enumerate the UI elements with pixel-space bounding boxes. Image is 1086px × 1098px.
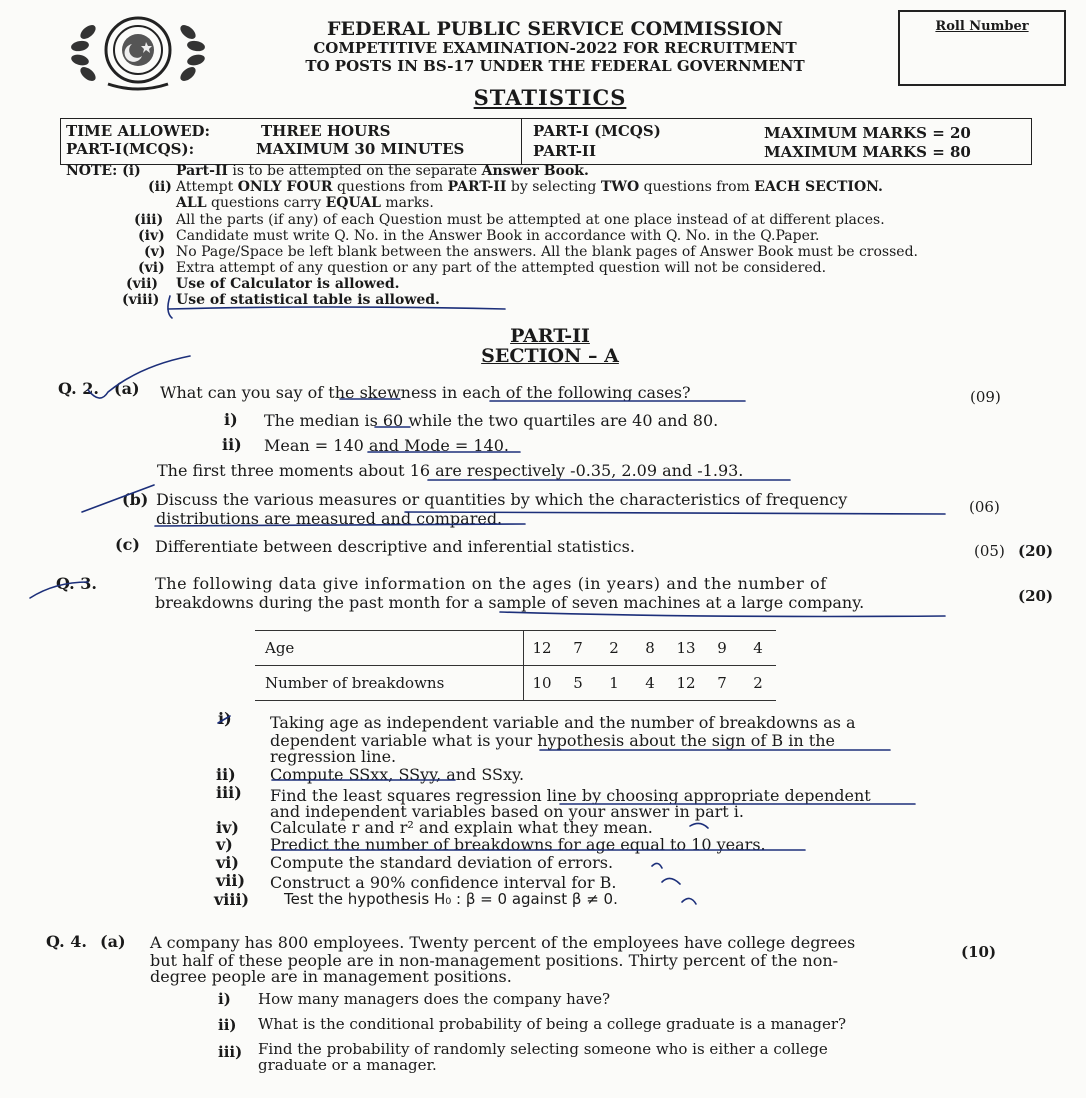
note-7-num: (vii) <box>126 276 159 292</box>
q3-i-3: regression line. <box>270 747 397 766</box>
table-cell: 5 <box>560 666 596 701</box>
q4a-marks: (10) <box>961 943 997 961</box>
q2a-ii-num: ii) <box>222 435 242 454</box>
note-2-cont: ALL questions carry EQUAL marks. <box>176 195 434 211</box>
exam-title: COMPETITIVE EXAMINATION-2022 FOR RECRUITMENT <box>313 39 797 57</box>
q3-vii: Construct a 90% confidence interval for B. <box>270 873 617 892</box>
q3-v-num: v) <box>216 835 233 854</box>
time-label: TIME ALLOWED: <box>66 122 211 140</box>
q3-ii: Compute SSxx, SSyy, and SSxy. <box>270 765 525 784</box>
age-breakdowns-table <box>255 630 776 701</box>
q2a-ii: Mean = 140 and Mode = 140. <box>264 436 509 455</box>
note-3: All the parts (if any) of each Question must be attempted at one place instead of at different places. <box>176 212 885 228</box>
table-cell: 2 <box>740 666 776 701</box>
q4a-text-3: degree people are in management positions. <box>150 967 512 986</box>
q3-iii-1: Find the least squares regression line by choosing appropriate dependent <box>270 786 871 805</box>
q3-vii-num: vii) <box>216 871 246 890</box>
q3-v: Predict the number of breakdowns for age equal to 10 years. <box>270 835 766 854</box>
subject-title: STATISTICS <box>473 85 627 110</box>
table-cell: 9 <box>704 631 740 666</box>
table-row-breakdowns <box>255 666 776 701</box>
q4a-label: (a) <box>100 932 126 951</box>
note-7: Use of Calculator is allowed. <box>176 276 400 292</box>
note-8: Use of statistical table is allowed. <box>176 292 440 308</box>
q4a-text-1: A company has 800 employees. Twenty percent of the employees have college degrees <box>150 933 856 952</box>
q2a-i: The median is 60 while the two quartiles are 40 and 80. <box>264 411 719 430</box>
q3-viii-num: viii) <box>214 890 250 909</box>
q3-text-2: breakdowns during the past month for a sample of seven machines at a large company. <box>155 593 865 612</box>
table-cell: 12 <box>668 666 704 701</box>
note-4-num: (iv) <box>138 228 165 244</box>
q4-i: How many managers does the company have? <box>258 990 611 1008</box>
q3-iv-num: iv) <box>216 818 239 837</box>
note-1: Part-II is to be attempted on the separate Answer Book. <box>176 163 589 179</box>
note-2-num: (ii) <box>148 179 172 195</box>
q2c-text: Differentiate between descriptive and inferential statistics. <box>155 537 635 556</box>
mcq-part-label: PART-I (MCQS) <box>533 122 661 140</box>
time-value: THREE HOURS <box>261 122 391 140</box>
note-8-num: (viii) <box>122 292 160 308</box>
table-cell: 13 <box>668 631 704 666</box>
q2a-label: (a) <box>114 379 140 398</box>
part-heading: PART-II <box>510 325 590 347</box>
q3-vi: Compute the standard deviation of errors. <box>270 853 614 872</box>
marks-part1: MAXIMUM MARKS = 20 <box>764 124 971 142</box>
q2a-text: What can you say of the skewness in each of the following cases? <box>160 383 691 402</box>
table-row-label: Number of breakdowns <box>255 666 524 701</box>
q4a-text-2: but half of these people are in non-management positions. Thirty percent of the non- <box>150 951 839 970</box>
q2c-marks: (05) <box>974 542 1005 560</box>
q2a-i-num: i) <box>224 410 238 429</box>
exam-subtitle: TO POSTS IN BS-17 UNDER THE FEDERAL GOVERNMENT <box>305 57 805 75</box>
roll-number-box[interactable] <box>898 10 1066 86</box>
q3-viii: Test the hypothesis H₀ : β = 0 against β ≠ 0. <box>284 890 618 908</box>
q4-iii-1: Find the probability of randomly selecting someone who is either a college <box>258 1040 828 1058</box>
q4-ii: What is the conditional probability of being a college graduate is a manager? <box>258 1015 847 1033</box>
note-6: Extra attempt of any question or any part of the attempted question will not be considered. <box>176 260 827 276</box>
q4-number: Q. 4. <box>46 932 87 951</box>
note-5-num: (v) <box>144 244 166 260</box>
q4-ii-num: ii) <box>218 1016 237 1034</box>
fpsc-emblem-logo <box>68 10 208 92</box>
table-cell: 4 <box>740 631 776 666</box>
note-label: NOTE: (i) <box>66 163 141 179</box>
q3-iv: Calculate r and r² and explain what they mean. <box>270 818 653 837</box>
part1-label: PART-I(MCQS): <box>66 140 195 158</box>
note-5: No Page/Space be left blank between the answers. All the blank pages of Answer Book must be crossed. <box>176 244 918 260</box>
q2b-label: (b) <box>122 490 149 509</box>
table-cell: 12 <box>524 631 561 666</box>
note-4: Candidate must write Q. No. in the Answer Book in accordance with Q. No. in the Q.Paper. <box>176 228 820 244</box>
part2-label: PART-II <box>533 142 596 160</box>
q3-i-num: i) <box>218 709 232 728</box>
section-heading: SECTION – A <box>481 345 619 367</box>
table-cell: 7 <box>704 666 740 701</box>
q2a-marks: (09) <box>970 388 1001 406</box>
part1-value: MAXIMUM 30 MINUTES <box>256 140 465 158</box>
q3-text-1: The following data give information on the ages (in years) and the number of <box>155 574 827 593</box>
q3-vi-num: vi) <box>216 853 239 872</box>
roll-number-label: Roll Number <box>935 19 1029 34</box>
q3-i-1: Taking age as independent variable and the number of breakdowns as a <box>270 713 856 732</box>
org-name: FEDERAL PUBLIC SERVICE COMMISSION <box>327 18 783 40</box>
q4-i-num: i) <box>218 990 231 1008</box>
q3-ii-num: ii) <box>216 765 236 784</box>
q2-total-marks: (20) <box>1018 542 1054 560</box>
q2b-text-1: Discuss the various measures or quantities by which the characteristics of frequency <box>156 490 848 509</box>
q2-number: Q. 2. <box>58 379 99 398</box>
q2b-text-2: distributions are measured and compared. <box>156 509 503 528</box>
table-cell: 7 <box>560 631 596 666</box>
marks-part2: MAXIMUM MARKS = 80 <box>764 143 971 161</box>
table-cell: 4 <box>632 666 668 701</box>
q2b-marks: (06) <box>969 498 1000 516</box>
note-3-num: (iii) <box>134 212 164 228</box>
q3-iii-2: and independent variables based on your answer in part i. <box>270 802 744 821</box>
q3-iii-num: iii) <box>216 783 242 802</box>
q4-iii-2: graduate or a manager. <box>258 1056 437 1074</box>
q2a-moments: The first three moments about 16 are respectively -0.35, 2.09 and -1.93. <box>157 461 744 480</box>
q3-number: Q. 3. <box>56 574 97 593</box>
table-cell: 1 <box>596 666 632 701</box>
q4-iii-num: iii) <box>218 1043 243 1061</box>
table-cell: 10 <box>524 666 561 701</box>
q3-marks: (20) <box>1018 587 1054 605</box>
table-cell: 8 <box>632 631 668 666</box>
table-row-age <box>255 631 776 666</box>
q3-i-2: dependent variable what is your hypothesis about the sign of B in the <box>270 731 835 750</box>
table-row-label: Age <box>255 631 524 666</box>
table-cell: 2 <box>596 631 632 666</box>
q2c-label: (c) <box>115 535 140 554</box>
note-2: Attempt ONLY FOUR questions from PART-II by selecting TWO questions from EACH SECTION. <box>176 179 883 195</box>
note-6-num: (vi) <box>138 260 165 276</box>
